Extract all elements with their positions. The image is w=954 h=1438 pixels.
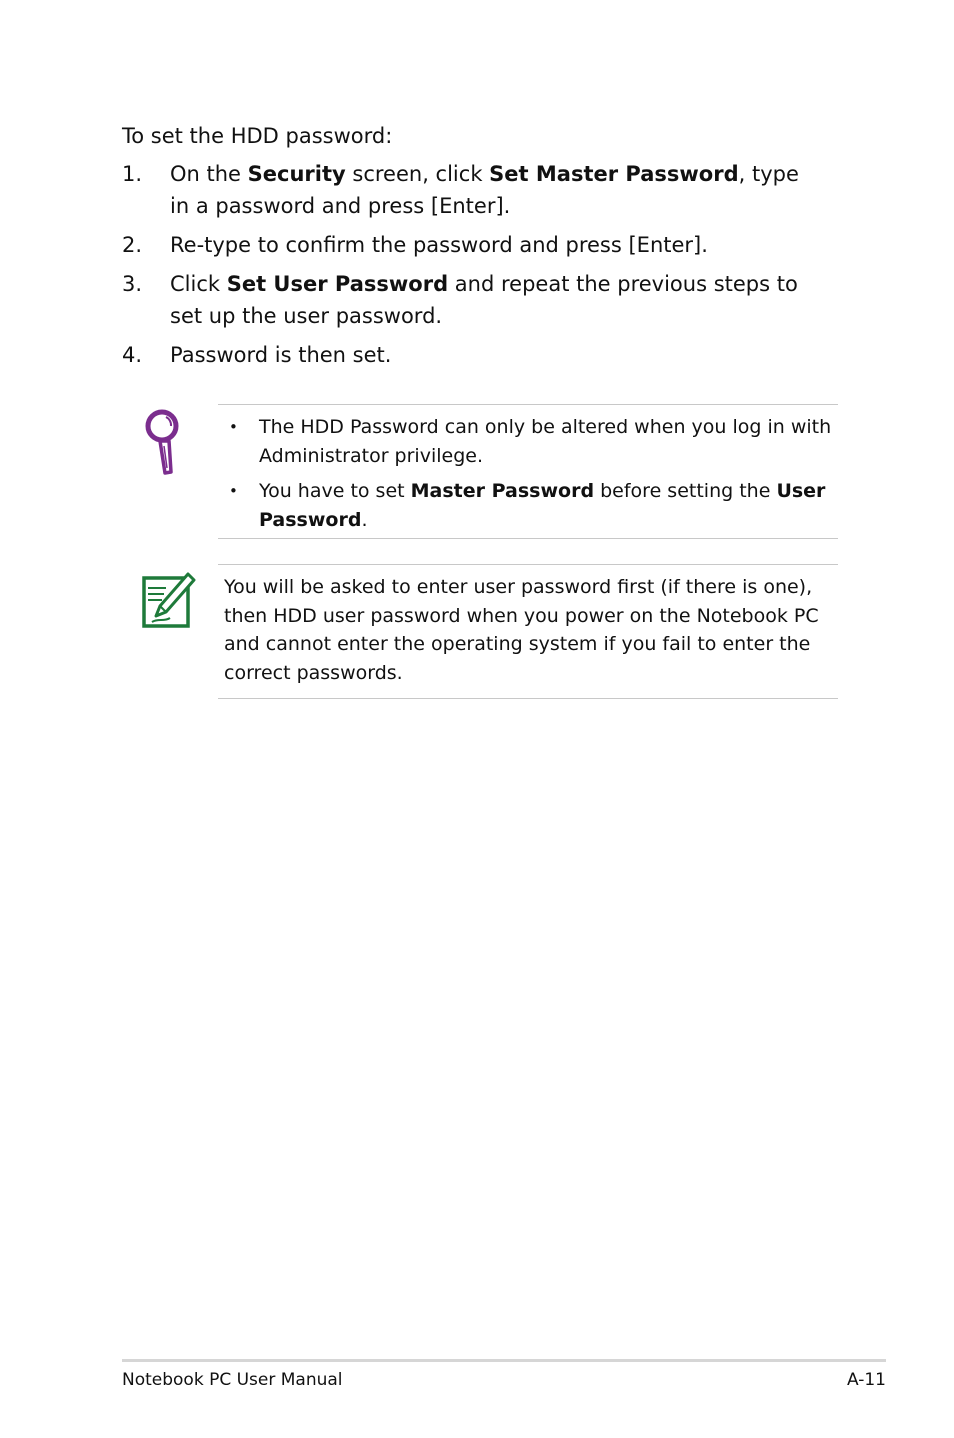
step-item — [122, 268, 822, 332]
step-number: 1. — [122, 162, 143, 186]
intro-text: To set the HDD password: — [122, 124, 393, 148]
step-number: 2. — [122, 233, 143, 257]
bullet: • — [229, 418, 238, 436]
bullet: • — [229, 482, 238, 500]
step-text: Password is then set. — [170, 343, 392, 367]
step-text: Re-type to confirm the password and press [Enter]. — [170, 233, 708, 257]
step-text: Click Set User Password and repeat the previous steps to set up the user password. — [170, 272, 798, 328]
step-item — [122, 158, 822, 222]
step-item — [122, 229, 822, 261]
tip-text: The HDD Password can only be altered when you log in with Administrator privilege. — [259, 416, 832, 467]
pencil-notepad-icon — [140, 570, 196, 630]
step-number: 4. — [122, 343, 143, 367]
footer-rule — [122, 1359, 886, 1362]
info-note-text: You will be asked to enter user password first (if there is one), then HDD user password when you power on the Notebook PC and cannot enter the operating system if you fail to enter the correct passwords. — [224, 576, 819, 685]
steps-list — [122, 158, 822, 378]
step-item — [122, 339, 822, 371]
tip-text: You have to set Master Password before setting the User Password. — [259, 480, 826, 531]
tip-item — [224, 477, 836, 534]
step-text: On the Security screen, click Set Master Password, type in a password and press [Enter]. — [170, 162, 799, 218]
tip-list — [224, 413, 836, 541]
info-note — [218, 564, 838, 699]
magnifier-icon — [140, 408, 188, 480]
footer-page-number: A-11 — [846, 1370, 886, 1390]
tip-item — [224, 413, 836, 470]
footer-manual-title: Notebook PC User Manual — [122, 1370, 343, 1390]
tip-note — [218, 404, 838, 539]
step-number: 3. — [122, 272, 143, 296]
